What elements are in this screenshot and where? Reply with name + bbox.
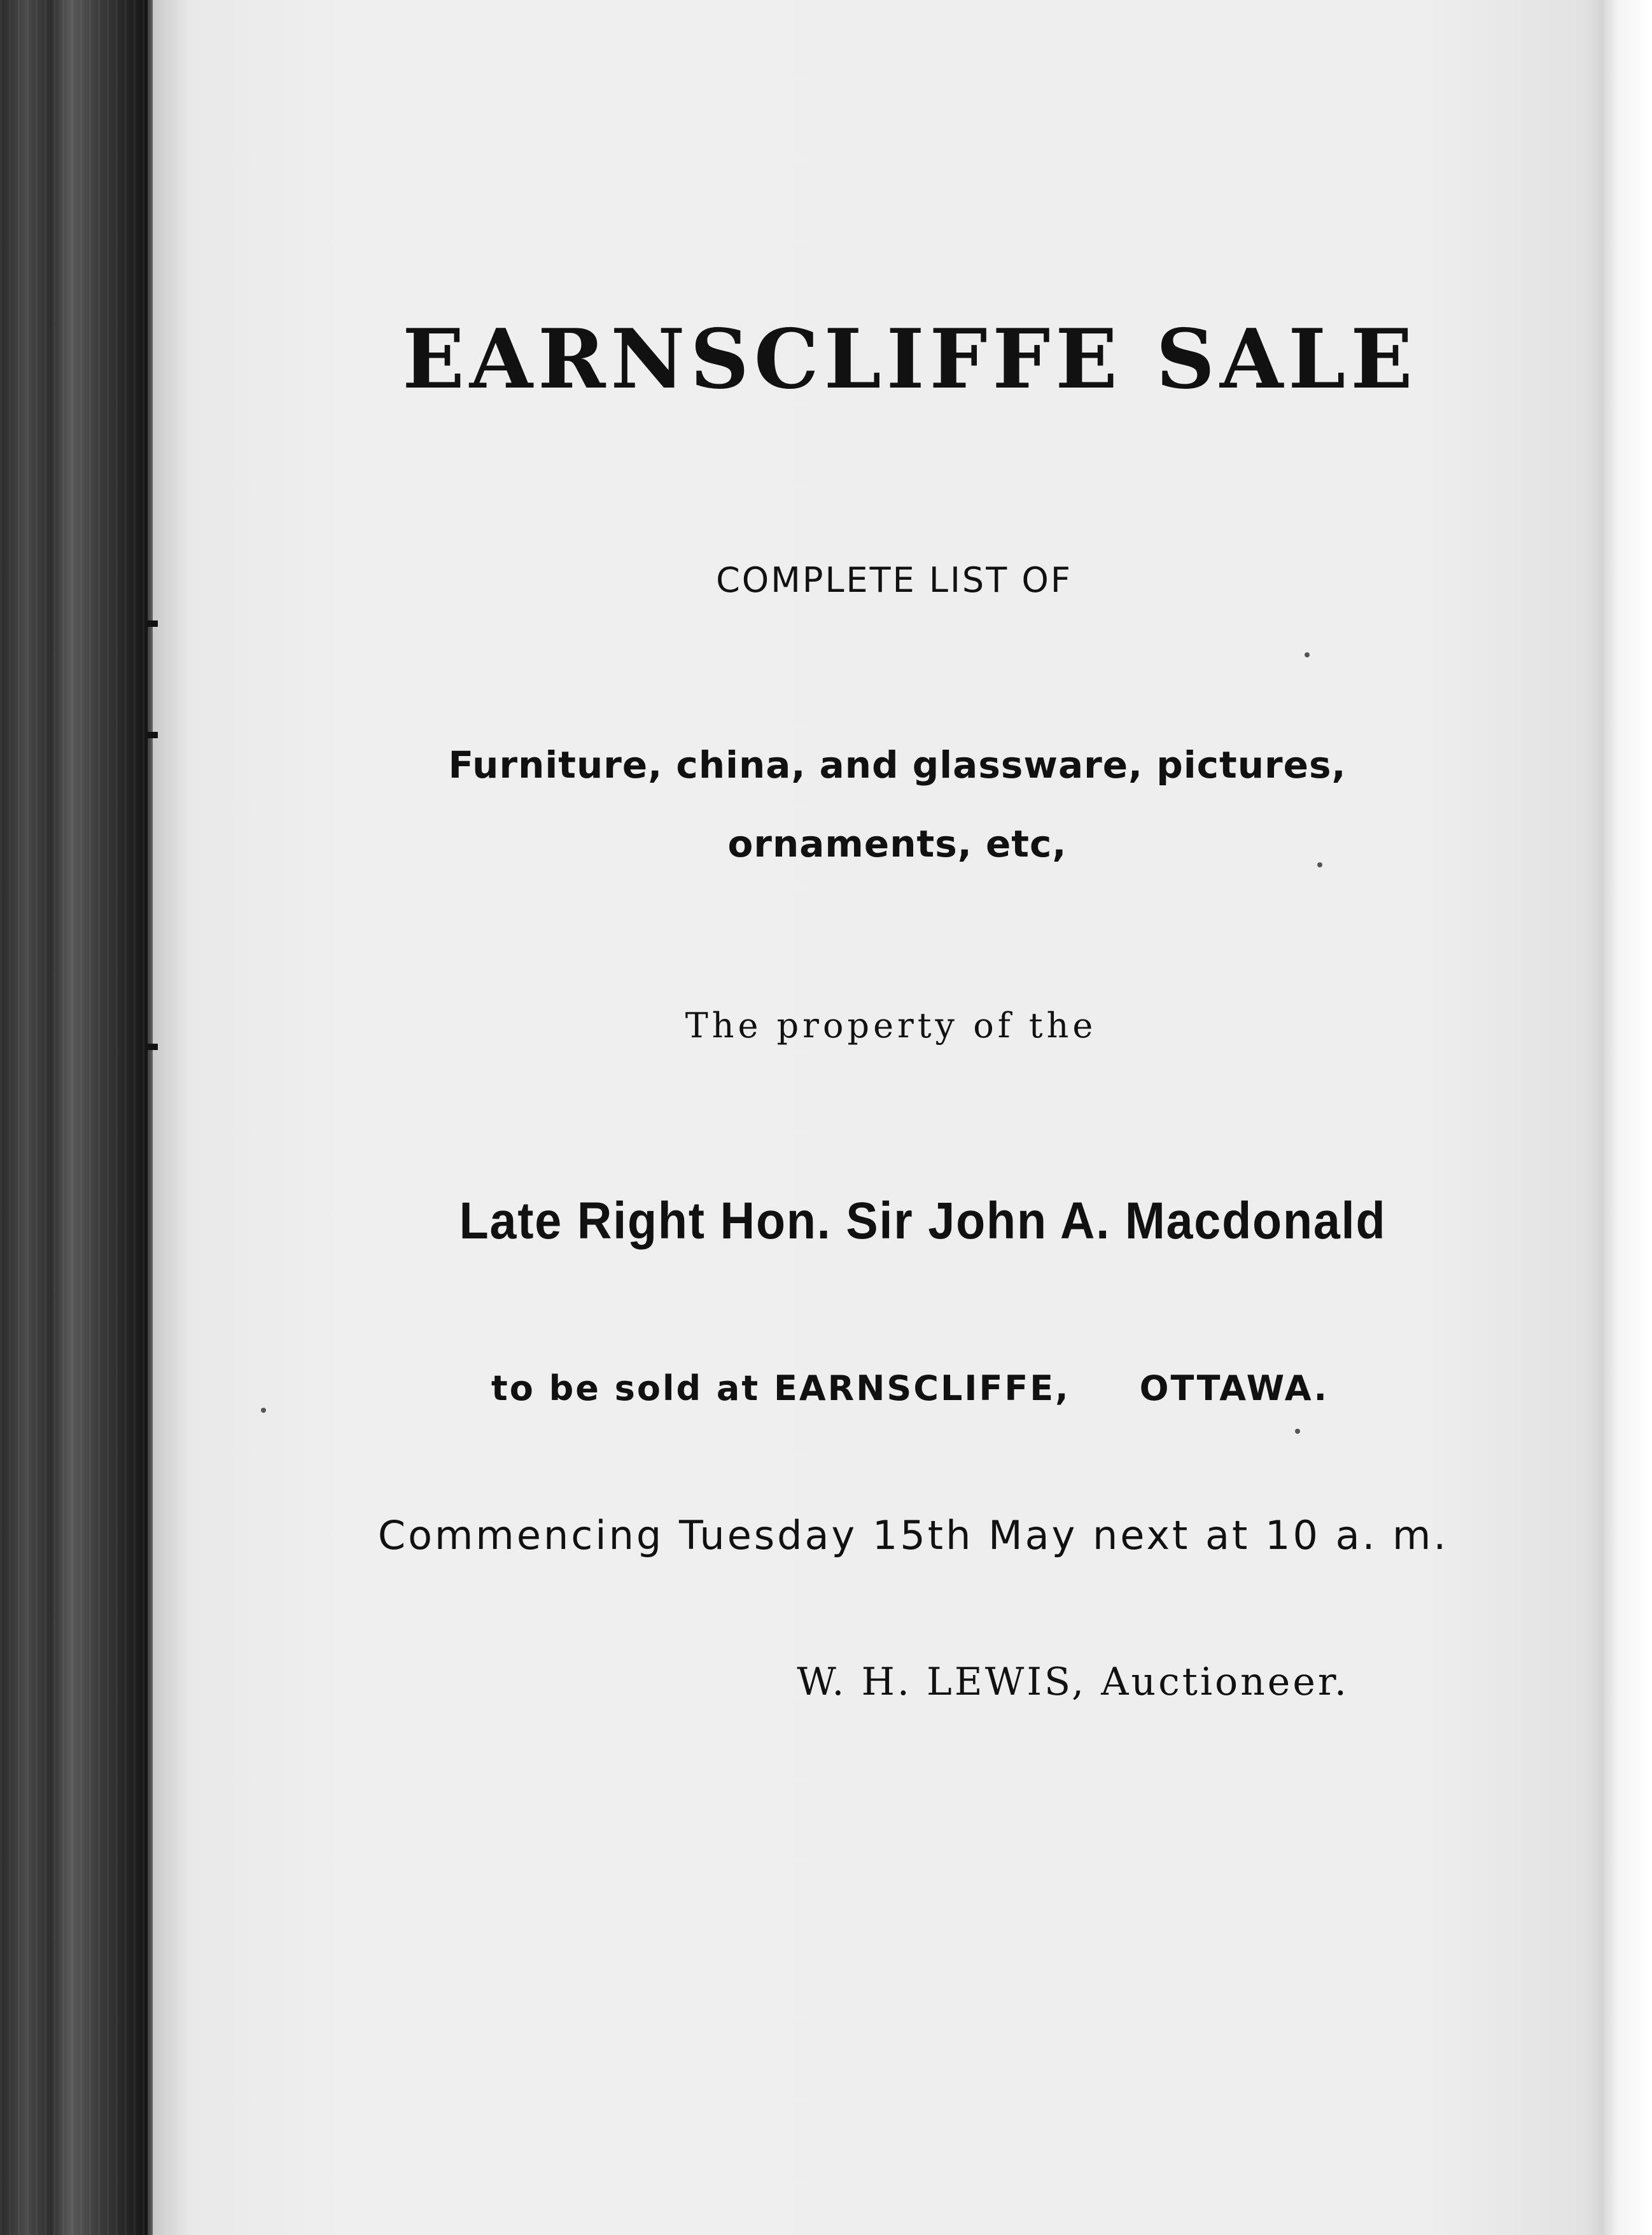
document-subtitle: COMPLETE LIST OF — [716, 560, 1072, 600]
items-line-1: Furniture, china, and glassware, pictures, — [448, 743, 1347, 787]
sale-location: to be sold at EARNSCLIFFE, OTTAWA. — [491, 1368, 1329, 1408]
property-line: The property of the — [685, 1005, 1097, 1046]
binding-thread-mark — [148, 620, 158, 627]
binding-thread-mark — [148, 732, 158, 738]
binding-thread-mark — [148, 1044, 158, 1050]
print-speck — [261, 1408, 266, 1413]
auctioneer: W. H. LEWIS, Auctioneer. — [797, 1660, 1349, 1704]
sale-date: Commencing Tuesday 15th May next at 10 a. m. — [377, 1512, 1449, 1559]
print-speck — [1305, 652, 1310, 657]
items-line-2: ornaments, etc, — [727, 822, 1067, 865]
print-speck — [1295, 1429, 1300, 1434]
document-title: EARNSCLIFFE SALE — [402, 312, 1418, 407]
owner-name: Late Right Hon. Sir John A. Macdonald — [459, 1192, 1387, 1250]
